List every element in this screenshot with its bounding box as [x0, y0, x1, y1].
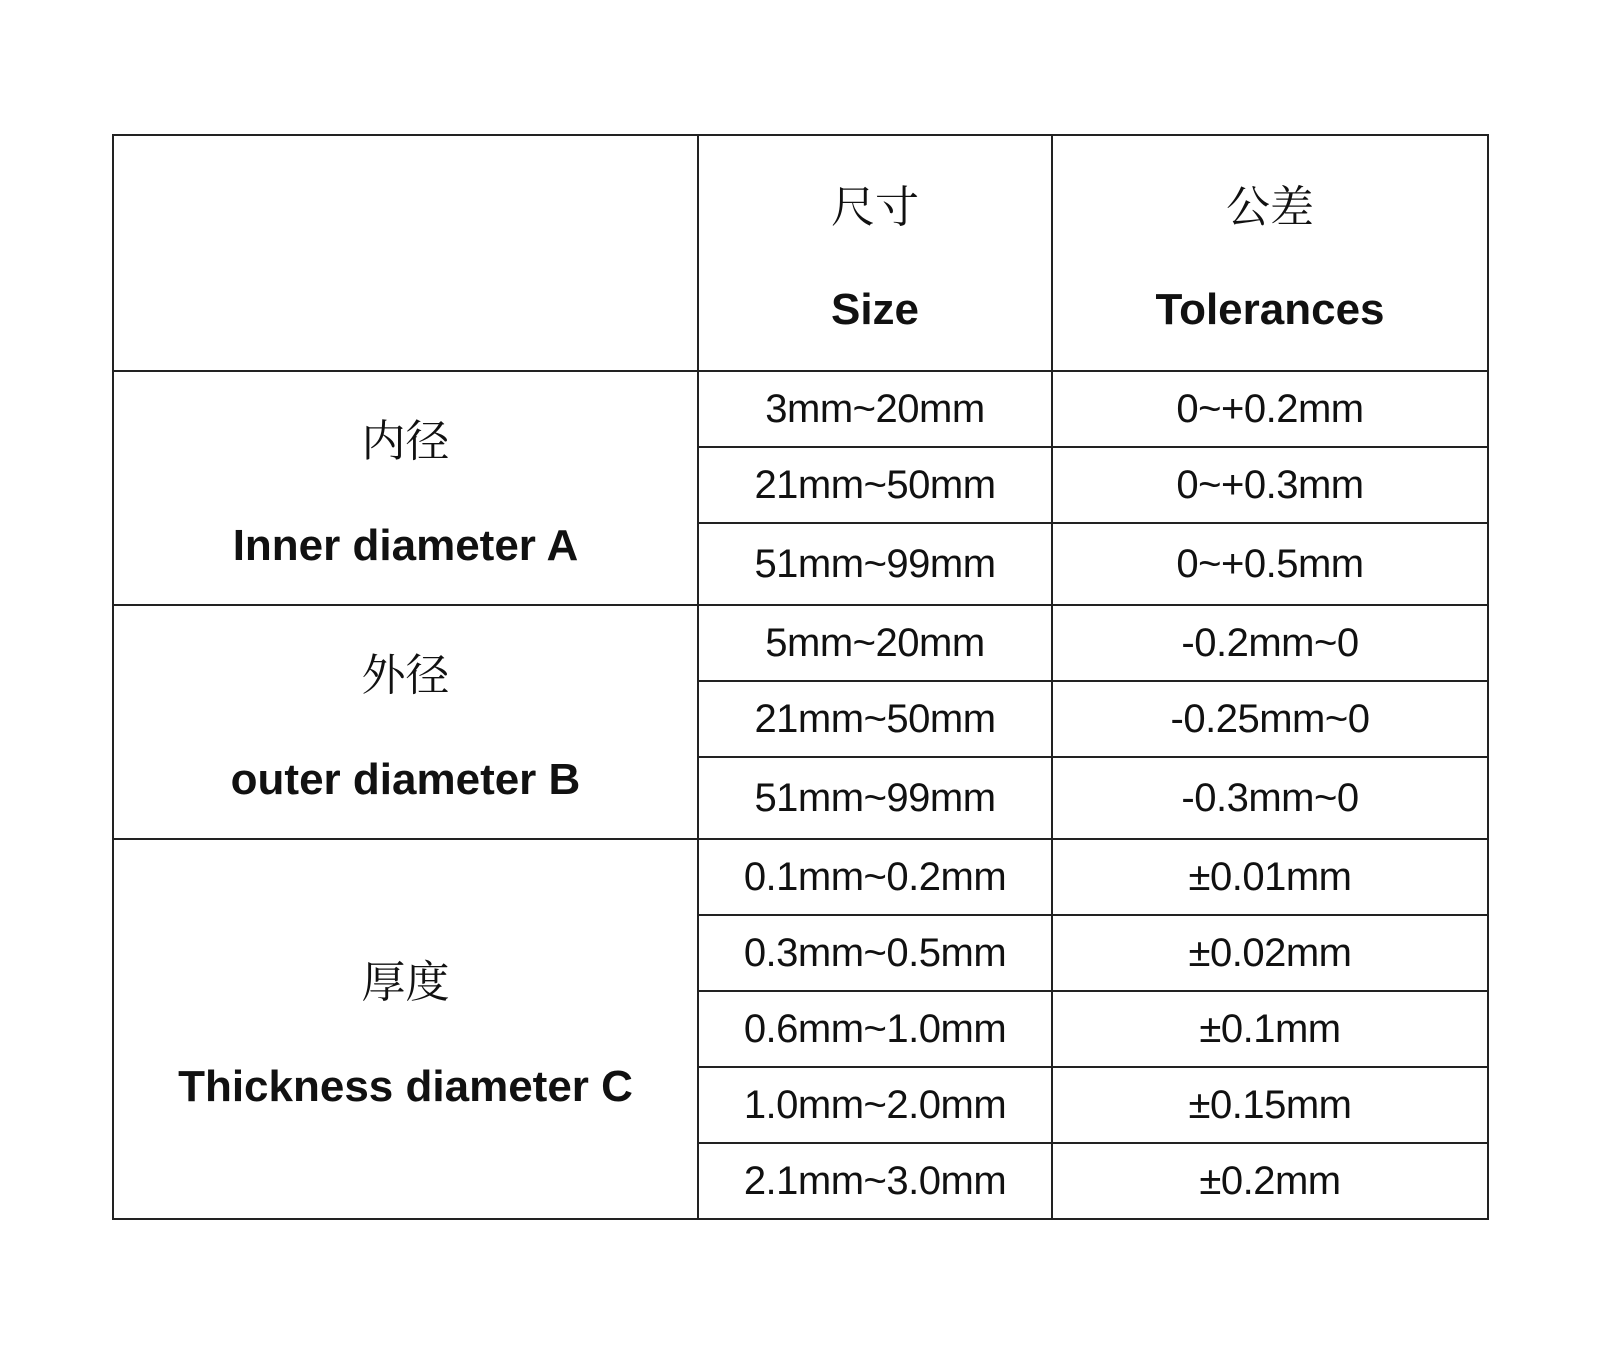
group-label-zh: 外径 — [361, 650, 450, 701]
tolerance-cell: ±0.02mm — [1052, 915, 1488, 991]
size-cell: 5mm~20mm — [698, 605, 1052, 681]
header-size-en: Size — [830, 285, 920, 334]
tolerance-cell: -0.3mm~0 — [1052, 757, 1488, 839]
group-label-cell-outer — [113, 605, 698, 839]
size-cell: 21mm~50mm — [698, 447, 1052, 523]
table-row — [113, 371, 1488, 447]
size-cell: 0.1mm~0.2mm — [698, 839, 1052, 915]
table-row — [113, 839, 1488, 915]
tolerance-cell: 0~+0.5mm — [1052, 523, 1488, 605]
header-tolerance-zh: 公差 — [1226, 182, 1314, 233]
tolerance-cell: 0~+0.2mm — [1052, 371, 1488, 447]
group-label-en: Thickness diameter C — [178, 1062, 633, 1111]
size-cell: 3mm~20mm — [698, 371, 1052, 447]
size-cell: 2.1mm~3.0mm — [698, 1143, 1052, 1219]
tolerance-cell: -0.25mm~0 — [1052, 681, 1488, 757]
size-cell: 1.0mm~2.0mm — [698, 1067, 1052, 1143]
size-cell: 51mm~99mm — [698, 757, 1052, 839]
table-row — [113, 605, 1488, 681]
tolerance-cell: ±0.01mm — [1052, 839, 1488, 915]
group-label-zh: 厚度 — [361, 957, 450, 1008]
tolerance-cell: 0~+0.3mm — [1052, 447, 1488, 523]
tolerance-cell: -0.2mm~0 — [1052, 605, 1488, 681]
tolerance-cell: ±0.2mm — [1052, 1143, 1488, 1219]
group-label-en: outer diameter B — [230, 755, 581, 804]
tolerance-cell: ±0.1mm — [1052, 991, 1488, 1067]
size-cell: 0.3mm~0.5mm — [698, 915, 1052, 991]
group-label-cell-inner — [113, 371, 698, 605]
header-tolerance-en: Tolerances — [1155, 285, 1385, 334]
tolerance-cell: ±0.15mm — [1052, 1067, 1488, 1143]
header-size-zh: 尺寸 — [831, 182, 919, 233]
tolerance-table — [112, 134, 1489, 1220]
header-empty-cell — [113, 135, 698, 371]
table-header-row — [113, 135, 1488, 371]
group-label-cell-thickness — [113, 839, 698, 1219]
group-label-zh: 内径 — [361, 416, 450, 467]
size-cell: 0.6mm~1.0mm — [698, 991, 1052, 1067]
size-cell: 51mm~99mm — [698, 523, 1052, 605]
group-label-en: Inner diameter A — [232, 521, 579, 570]
header-tolerance-cell — [1052, 135, 1488, 371]
header-size-cell — [698, 135, 1052, 371]
size-cell: 21mm~50mm — [698, 681, 1052, 757]
